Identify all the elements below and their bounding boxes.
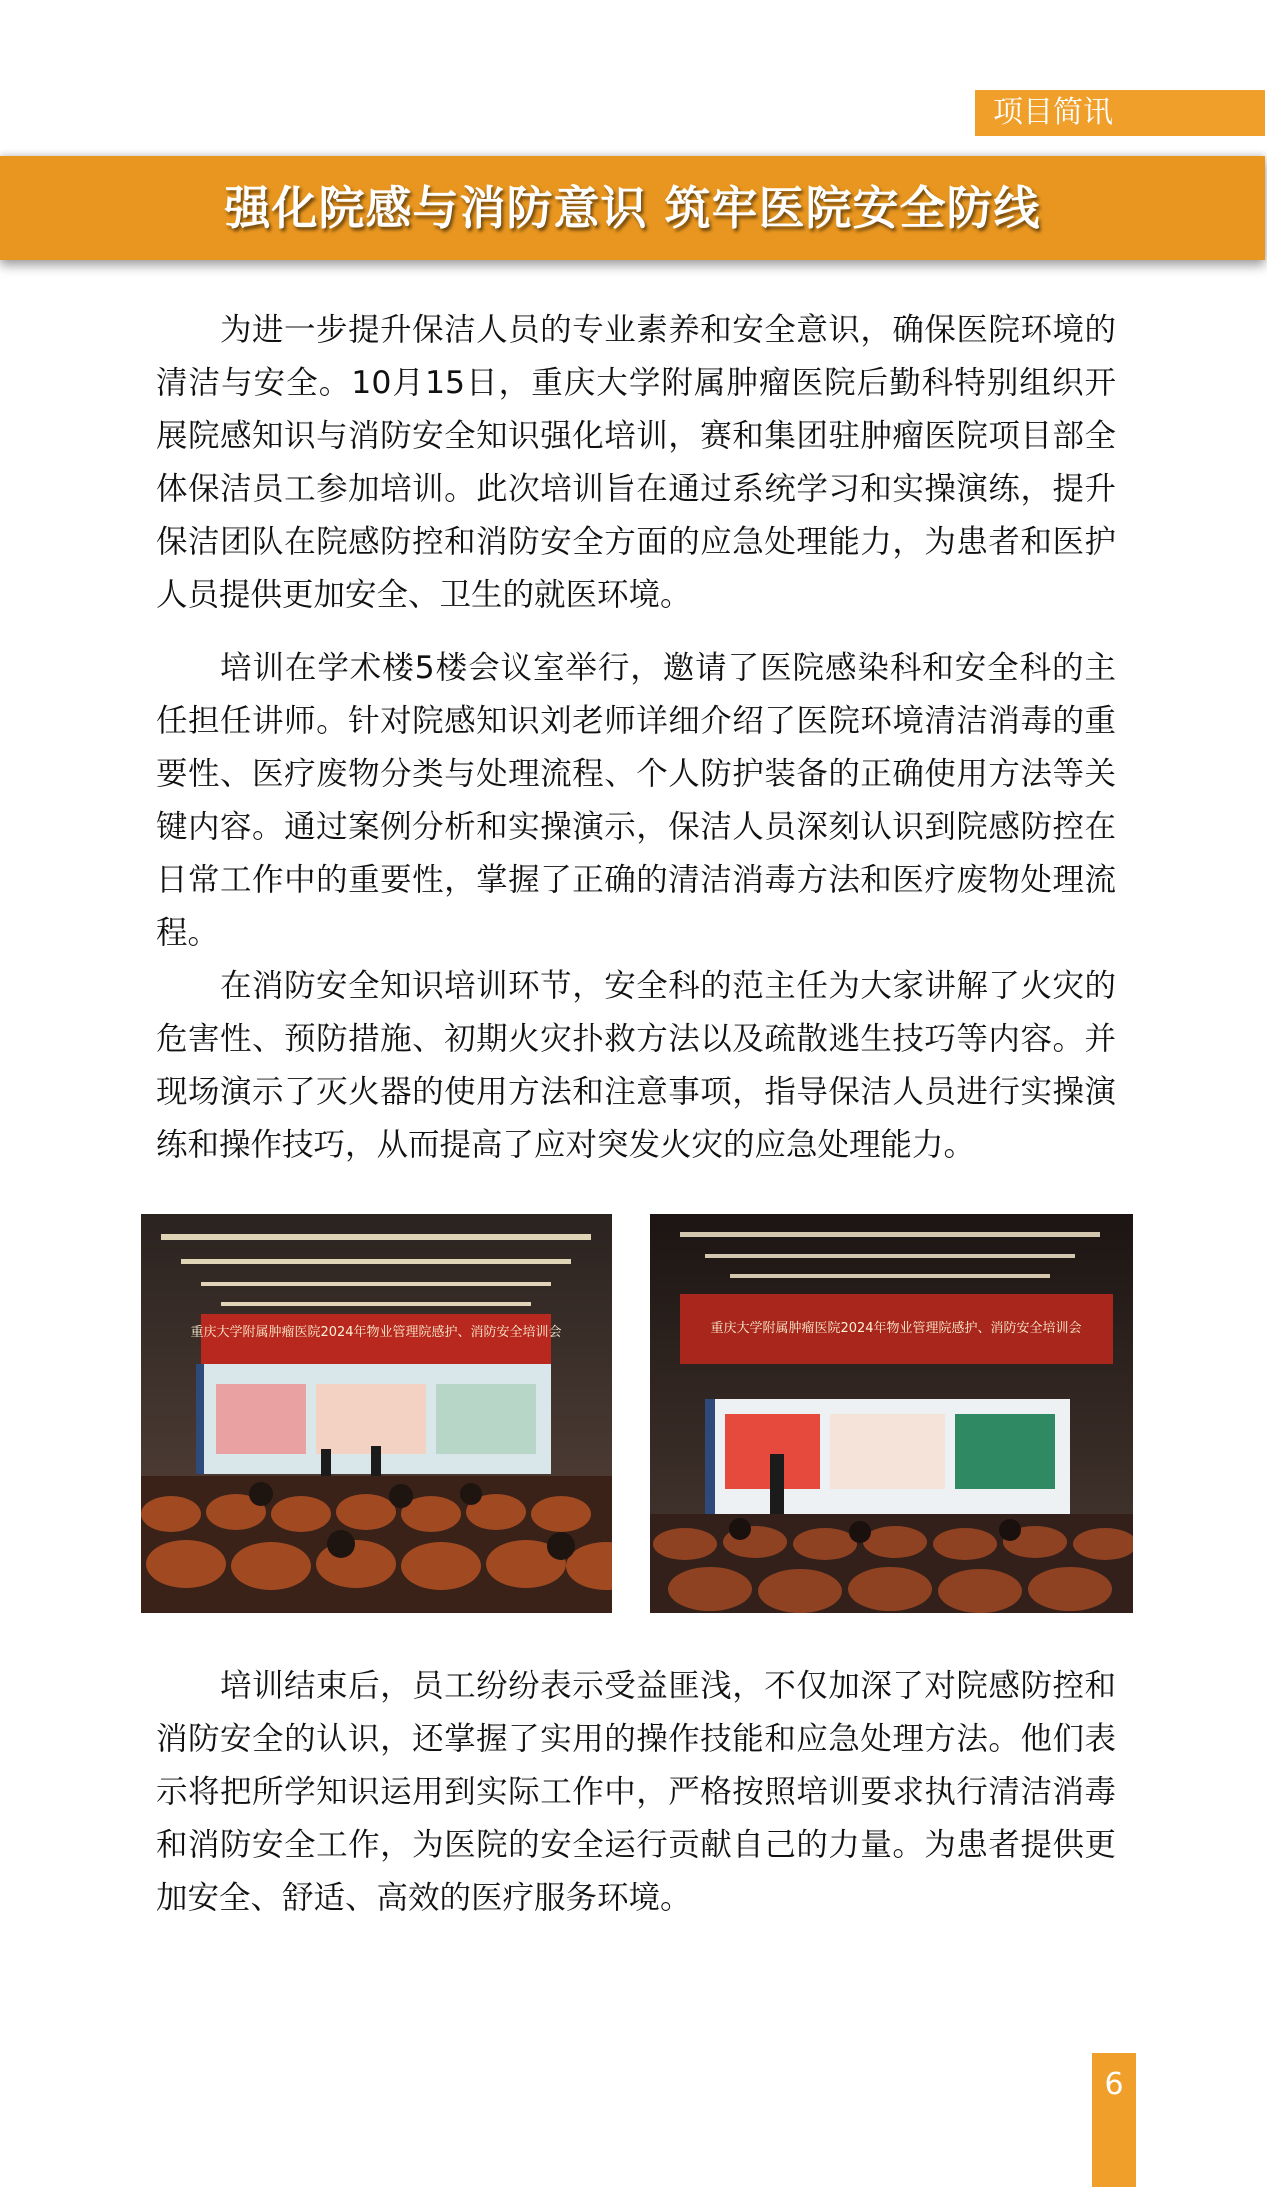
- photo-left-banner-text: 重庆大学附属肿瘤医院2024年物业管理院感护、消防安全培训会: [190, 1325, 562, 1340]
- page-number: 6: [1104, 2067, 1124, 2102]
- training-photo-left: [141, 1214, 612, 1613]
- paragraph-fire-training: 在消防安全知识培训环节，安全科的范主任为大家讲解了火灾的危害性、预防措施、初期火灾扑救方法以及疏散逃生技巧等内容。并现场演示了灭火器的使用方法和注意事项，指导保洁人员进行实操演练和操作技巧，从而提高了应对突发火灾的应急处理能力。: [156, 968, 1116, 1163]
- title-banner: [0, 156, 1265, 260]
- paragraph-intro: 为进一步提升保洁人员的专业素养和安全意识，确保医院环境的清洁与安全。10月15日，重庆大学附属肿瘤医院后勤科特别组织开展院感知识与消防安全知识强化培训，赛和集团驻肿瘤医院项目部全体保洁员工参加培训。此次培训旨在通过系统学习和实操演练，提升保洁团队在院感防控和消防安全方面的应急处理能力，为患者和医护人员提供更加安全、卫生的就医环境。: [156, 312, 1116, 613]
- page-title: 强化院感与消防意识 筑牢医院安全防线: [224, 181, 1041, 235]
- paragraph-conclusion: 培训结束后，员工纷纷表示受益匪浅，不仅加深了对院感防控和消防安全的认识，还掌握了实用的操作技能和应急处理方法。他们表示将把所学知识运用到实际工作中，严格按照培训要求执行清洁消毒和消防安全工作，为医院的安全运行贡献自己的力量。为患者提供更加安全、舒适、高效的医疗服务环境。: [156, 1668, 1116, 1916]
- training-photo-right: [650, 1214, 1133, 1613]
- section-tag: 项目简讯: [975, 90, 1265, 136]
- photo-right-banner-text: 重庆大学附属肿瘤医院2024年物业管理院感护、消防安全培训会: [710, 1321, 1082, 1336]
- training-photo-left-image: [141, 1214, 612, 1613]
- page-number-strip: [1092, 2053, 1136, 2187]
- paragraph-infection-training: 培训在学术楼5楼会议室举行，邀请了医院感染科和安全科的主任担任讲师。针对院感知识刘老师详细介绍了医院环境清洁消毒的重要性、医疗废物分类与处理流程、个人防护装备的正确使用方法等关键内容。通过案例分析和实操演示，保洁人员深刻认识到院感防控在日常工作中的重要性，掌握了正确的清洁消毒方法和医疗废物处理流程。: [156, 650, 1116, 951]
- training-photo-right-image: [650, 1214, 1133, 1613]
